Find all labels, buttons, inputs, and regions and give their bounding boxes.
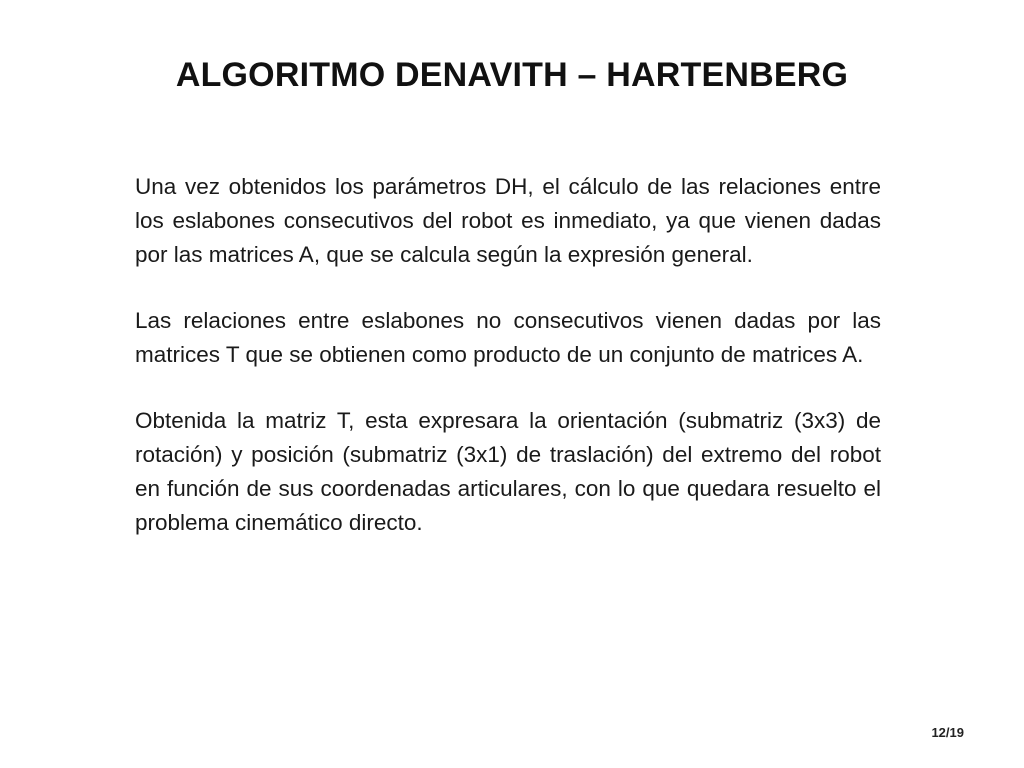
- paragraph-1: Una vez obtenidos los parámetros DH, el cálculo de las relaciones entre los eslabones consecutivos del robot es inmediato, ya que vienen dadas por las matrices A, que se calcula según la expresión general.: [135, 174, 881, 267]
- slide-body: [135, 170, 881, 572]
- page-number: 12/19: [931, 725, 964, 740]
- slide-title: ALGORITMO DENAVITH – HARTENBERG: [175, 56, 849, 94]
- paragraph-2: Las relaciones entre eslabones no consecutivos vienen dadas por las matrices T que se obtienen como producto de un conjunto de matrices A.: [135, 308, 881, 367]
- paragraph-3: Obtenida la matriz T, esta expresara la orientación (submatriz (3x3) de rotación) y posición (submatriz (3x1) de traslación) del extremo del robot en función de sus coordenadas articulares, con lo que quedara resuelto el problema cinemático directo.: [135, 408, 881, 535]
